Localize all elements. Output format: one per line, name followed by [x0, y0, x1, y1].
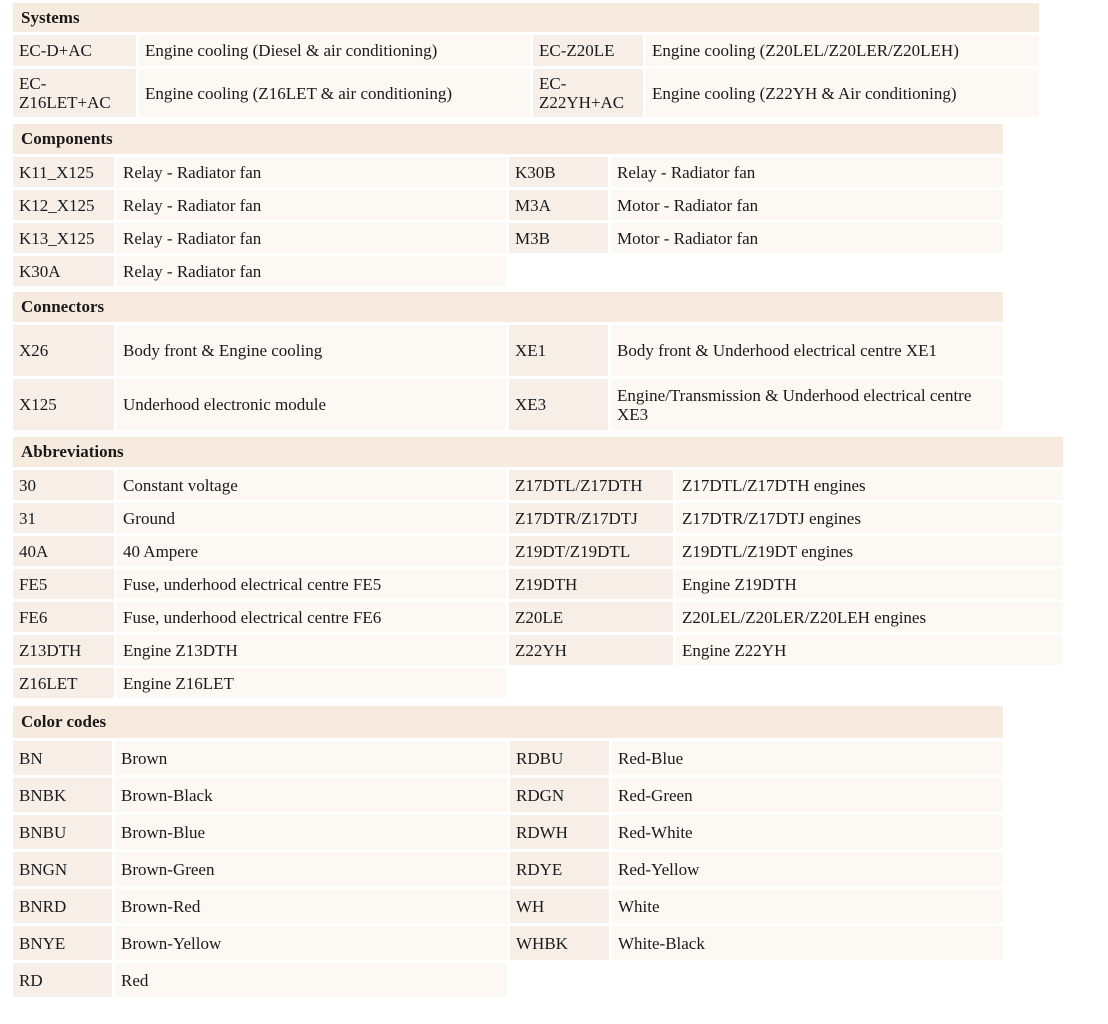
component-code: K12_X125: [13, 190, 114, 220]
color-code: RDWH: [510, 815, 609, 849]
system-desc: Engine cooling (Z20LEL/Z20LER/Z20LEH): [646, 35, 1039, 66]
color-name: Red-White: [612, 815, 1003, 849]
component-code: K30A: [13, 256, 114, 286]
empty-cell: [676, 668, 1063, 698]
abbr-desc: Engine Z16LET: [117, 668, 506, 698]
color-code: BNRD: [13, 889, 112, 923]
table-row: [13, 536, 1063, 566]
abbreviations-section: [13, 437, 1063, 698]
color-name: Red-Blue: [612, 741, 1003, 775]
abbr-desc: Constant voltage: [117, 470, 506, 500]
abbr-desc: Z17DTL/Z17DTH engines: [676, 470, 1063, 500]
abbr-desc: Engine Z22YH: [676, 635, 1063, 665]
component-code: K11_X125: [13, 157, 114, 187]
table-row: [13, 35, 1039, 66]
empty-cell: [611, 256, 1003, 286]
table-row: [13, 889, 1003, 923]
connector-code: XE1: [509, 325, 608, 376]
color-codes-header: Color codes: [13, 706, 1003, 738]
color-code: BNYE: [13, 926, 112, 960]
table-row: [13, 470, 1063, 500]
component-code: M3A: [509, 190, 608, 220]
connector-desc: Underhood electronic module: [117, 379, 506, 430]
system-code: EC-Z22YH+AC: [533, 69, 643, 117]
table-row: [13, 325, 1003, 376]
component-desc: Relay - Radiator fan: [117, 223, 506, 253]
color-name: Brown-Green: [115, 852, 507, 886]
table-row: [13, 635, 1063, 665]
abbr-desc: Engine Z19DTH: [676, 569, 1063, 599]
abbr-desc: Fuse, underhood electrical centre FE6: [117, 602, 506, 632]
color-name: White-Black: [612, 926, 1003, 960]
color-name: Brown-Red: [115, 889, 507, 923]
color-code: BNGN: [13, 852, 112, 886]
abbr-code: FE6: [13, 602, 114, 632]
component-desc: Motor - Radiator fan: [611, 223, 1003, 253]
color-code: RDBU: [510, 741, 609, 775]
abbr-code: Z19DT/Z19DTL: [509, 536, 673, 566]
component-code: K13_X125: [13, 223, 114, 253]
abbr-code: FE5: [13, 569, 114, 599]
abbr-code: Z17DTL/Z17DTH: [509, 470, 673, 500]
abbr-code: Z20LE: [509, 602, 673, 632]
table-row: [13, 569, 1063, 599]
connector-desc: Body front & Engine cooling: [117, 325, 506, 376]
color-name: Brown: [115, 741, 507, 775]
color-name: Brown-Yellow: [115, 926, 507, 960]
abbr-code: Z13DTH: [13, 635, 114, 665]
color-name: Red: [115, 963, 507, 997]
component-desc: Relay - Radiator fan: [117, 157, 506, 187]
color-code: RDGN: [510, 778, 609, 812]
table-row: [13, 503, 1063, 533]
abbr-desc: Engine Z13DTH: [117, 635, 506, 665]
abbr-desc: Fuse, underhood electrical centre FE5: [117, 569, 506, 599]
components-section: [13, 124, 1003, 286]
connectors-header: Connectors: [13, 292, 1003, 322]
abbr-code: 40A: [13, 536, 114, 566]
component-desc: Relay - Radiator fan: [117, 190, 506, 220]
abbr-desc: Z17DTR/Z17DTJ engines: [676, 503, 1063, 533]
system-code: EC-Z16LET+AC: [13, 69, 136, 117]
systems-section: [13, 3, 1039, 117]
system-desc: Engine cooling (Diesel & air conditioning): [139, 35, 530, 66]
table-row: [13, 926, 1003, 960]
abbr-code: Z17DTR/Z17DTJ: [509, 503, 673, 533]
systems-header: Systems: [13, 3, 1039, 32]
color-code: RD: [13, 963, 112, 997]
component-code: M3B: [509, 223, 608, 253]
table-row: [13, 815, 1003, 849]
table-row: [13, 963, 1003, 997]
table-row: [13, 256, 1003, 286]
abbr-code: Z19DTH: [509, 569, 673, 599]
table-row: [13, 69, 1039, 117]
connectors-section: [13, 292, 1003, 430]
empty-cell: [612, 963, 1003, 997]
abbr-desc: 40 Ampere: [117, 536, 506, 566]
table-row: [13, 379, 1003, 430]
color-name: Brown-Black: [115, 778, 507, 812]
components-header: Components: [13, 124, 1003, 154]
abbr-desc: Ground: [117, 503, 506, 533]
abbr-code: 30: [13, 470, 114, 500]
table-row: [13, 223, 1003, 253]
table-row: [13, 852, 1003, 886]
abbr-code: Z16LET: [13, 668, 114, 698]
abbr-desc: Z20LEL/Z20LER/Z20LEH engines: [676, 602, 1063, 632]
color-code: BNBK: [13, 778, 112, 812]
component-desc: Relay - Radiator fan: [117, 256, 506, 286]
system-desc: Engine cooling (Z22YH & Air conditioning): [646, 69, 1039, 117]
table-row: [13, 157, 1003, 187]
color-name: Red-Green: [612, 778, 1003, 812]
table-row: [13, 778, 1003, 812]
color-codes-section: [13, 706, 1003, 997]
empty-cell: [509, 256, 608, 286]
color-name: White: [612, 889, 1003, 923]
connector-code: X125: [13, 379, 114, 430]
color-code: WH: [510, 889, 609, 923]
abbreviations-header: Abbreviations: [13, 437, 1063, 467]
abbr-desc: Z19DTL/Z19DT engines: [676, 536, 1063, 566]
connector-code: XE3: [509, 379, 608, 430]
empty-cell: [509, 668, 673, 698]
table-row: [13, 668, 1063, 698]
color-code: BNBU: [13, 815, 112, 849]
table-row: [13, 741, 1003, 775]
color-code: WHBK: [510, 926, 609, 960]
table-row: [13, 190, 1003, 220]
color-name: Brown-Blue: [115, 815, 507, 849]
empty-cell: [510, 963, 609, 997]
color-code: BN: [13, 741, 112, 775]
color-code: RDYE: [510, 852, 609, 886]
component-code: K30B: [509, 157, 608, 187]
system-desc: Engine cooling (Z16LET & air conditioning): [139, 69, 530, 117]
system-code: EC-D+AC: [13, 35, 136, 66]
system-code: EC-Z20LE: [533, 35, 643, 66]
table-row: [13, 602, 1063, 632]
component-desc: Motor - Radiator fan: [611, 190, 1003, 220]
abbr-code: 31: [13, 503, 114, 533]
color-name: Red-Yellow: [612, 852, 1003, 886]
connector-desc: Body front & Underhood electrical centre XE1: [611, 325, 1003, 376]
connector-code: X26: [13, 325, 114, 376]
abbr-code: Z22YH: [509, 635, 673, 665]
component-desc: Relay - Radiator fan: [611, 157, 1003, 187]
connector-desc: Engine/Transmission & Underhood electrical centre XE3: [611, 379, 1003, 430]
